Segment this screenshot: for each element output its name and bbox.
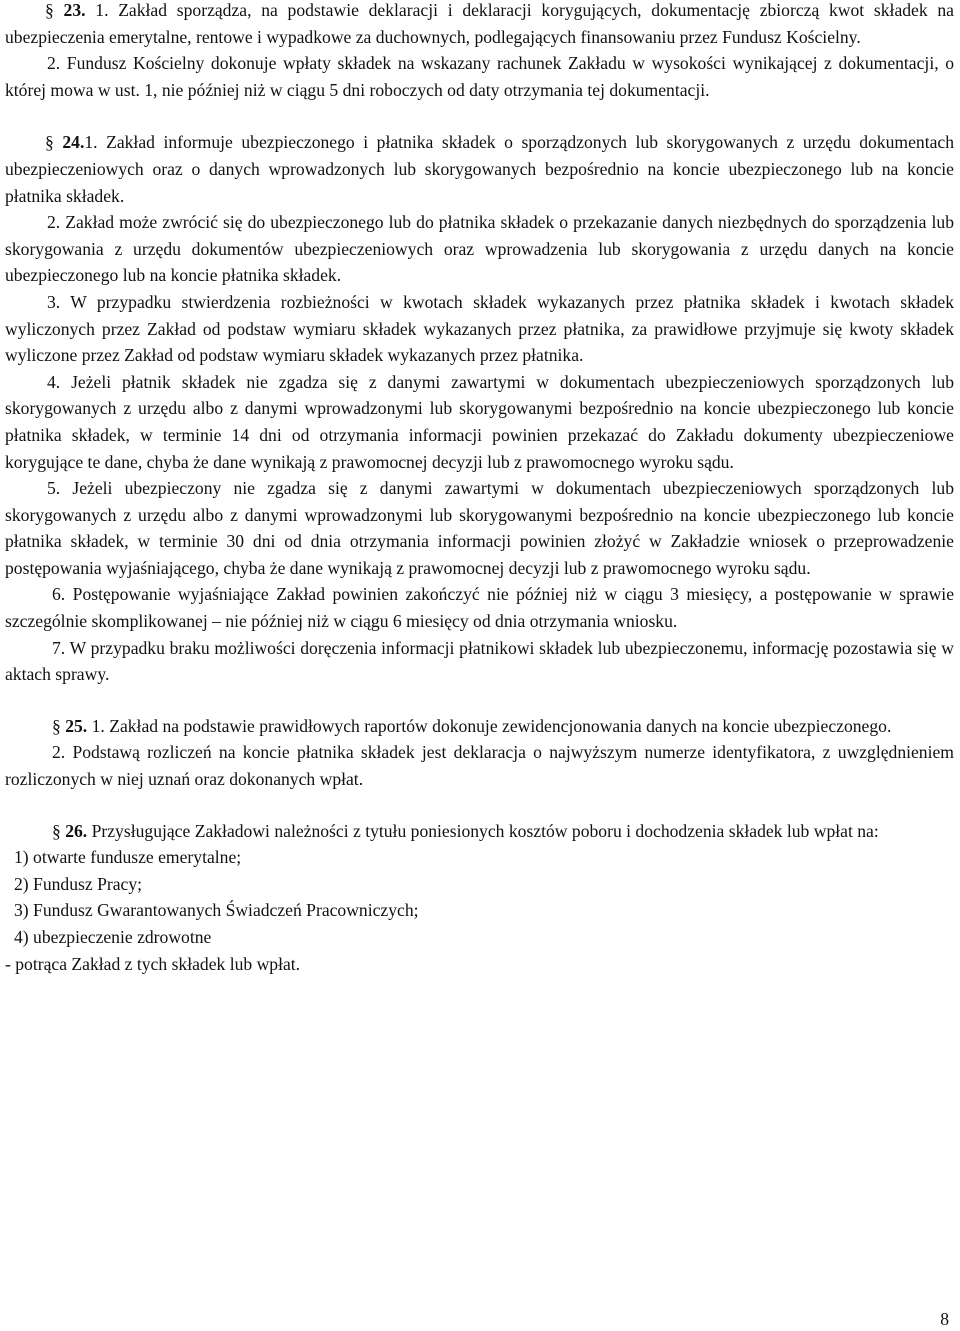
list-item: 3) Fundusz Gwarantowanych Świadczeń Pracowniczych; <box>14 900 419 921</box>
section-26 <box>5 818 954 978</box>
section-sign: § <box>45 132 54 153</box>
closing-line: - potrąca Zakład z tych składek lub wpłat. <box>5 953 301 974</box>
paragraph: 5. Jeżeli ubezpieczony nie zgadza się z danymi zawartymi w dokumentach ubezpieczeniowych sporządzonych lub skorygowanych z urzędu albo z danymi wprowadzonymi lub skorygowanymi bezpośrednio na koncie ubezpieczonego lub koncie płatnika składek, w terminie 30 dni od dnia otrzymania informacji powinien złożyć w Zakładzie wniosek o przeprowadzenie postępowania wyjaśniającego, chyba że dane wynikają z prawomocnej decyzji lub z prawomocnego wyroku sądu. <box>5 478 954 578</box>
paragraph: 4. Jeżeli płatnik składek nie zgadza się z danymi zawartymi w dokumentach ubezpieczeniowych sporządzonych lub skorygowanych z urzędu albo z danymi wprowadzonymi lub skorygowanymi bezpośrednio na koncie ubezpieczonego lub koncie płatnika składek, w terminie 14 dni od otrzymania informacji powinien przekazać do Zakładu dokumenty ubezpieczeniowe korygujące te dane, chyba że dane wynikają z prawomocnej decyzji lub z prawomocnego wyroku sądu. <box>5 371 954 472</box>
paragraph-text: 1. Zakład sporządza, na podstawie deklaracji i deklaracji korygujących, dokumentację zbiorczą kwot składek na ubezpieczenia emerytalne, rentowe i wypadkowe za duchownych, podlegających finansowaniu przez Fundusz Kościelny. <box>5 0 954 47</box>
list-item: 4) ubezpieczenie zdrowotne <box>14 927 212 947</box>
section-sign: § <box>52 820 61 841</box>
paragraph: 3. W przypadku stwierdzenia rozbieżności w kwotach składek wykazanych przez płatnika składek i kwotach składek wyliczonych przez Zakład od podstaw wymiaru składek wykazanych przez płatnika, za prawidłowe przyjmuje się kwoty składek wyliczone przez Zakład od podstaw wymiaru składek wykazanych przez płatnika. <box>5 291 954 366</box>
paragraph-text: Przysługujące Zakładowi należności z tytułu poniesionych kosztów poboru i dochodzenia składek lub wpłat na: <box>91 820 879 841</box>
paragraph: 7. W przypadku braku możliwości doręczenia informacji płatnikowi składek lub ubezpieczonemu, informację pozostawia się w aktach sprawy. <box>5 637 954 685</box>
paragraph: 2. Fundusz Kościelny dokonuje wpłaty składek na wskazany rachunek Zakładu w wysokości wynikającej z dokumentacji, o której mowa w ust. 1, nie później niż w ciągu 5 dni roboczych od daty otrzymania tej dokumentacji. <box>5 53 954 100</box>
paragraph <box>5 129 954 209</box>
list-item: 2) Fundusz Pracy; <box>14 873 143 894</box>
document-page <box>5 0 954 977</box>
section-sign: § <box>52 715 61 736</box>
paragraph <box>5 818 954 845</box>
section-number: 24. <box>62 132 85 153</box>
section-sign: § <box>45 0 54 20</box>
paragraph <box>5 713 954 740</box>
section-number: 23. <box>63 0 86 20</box>
paragraph: 6. Postępowanie wyjaśniające Zakład powinien zakończyć nie później niż w ciągu 3 miesięcy, a postępowanie w sprawie szczególnie skomplikowanej – nie później niż w ciągu 6 miesięcy od dnia otrzymania wniosku. <box>5 584 954 632</box>
section-23 <box>5 0 954 103</box>
section-gap <box>5 688 954 713</box>
section-number: 25. <box>65 715 88 736</box>
paragraph: 2. Podstawą rozliczeń na koncie płatnika składek jest deklaracja o najwyższym numerze identyfikatora, z uwzględnieniem rozliczonych w niej uznań oraz dokonanych wpłat. <box>5 742 954 790</box>
paragraph-text: 1. Zakład na podstawie prawidłowych raportów dokonuje zewidencjonowania danych na koncie ubezpieczonego. <box>91 715 892 736</box>
paragraph <box>5 0 954 50</box>
paragraph-text: 1. Zakład informuje ubezpieczonego i płatnika składek o sporządzonych lub skorygowanych z urzędu dokumentach ubezpieczeniowych oraz o danych wprowadzonych lub skorygowanych bezpośrednio na koncie ubezpieczonego lub na koncie płatnika składek. <box>5 132 954 206</box>
section-25 <box>5 713 954 793</box>
paragraph: 2. Zakład może zwrócić się do ubezpieczonego lub do płatnika składek o przekazanie danych niezbędnych do sporządzenia lub skorygowania z urzędu dokumentów ubezpieczeniowych oraz wprowadzenia lub skorygowania z urzędu danych na koncie ubezpieczonego lub na koncie płatnika składek. <box>5 212 954 286</box>
enumeration-list <box>5 844 954 950</box>
page-number: 8 <box>940 1309 949 1329</box>
section-24 <box>5 129 954 687</box>
section-gap <box>5 103 954 129</box>
section-gap <box>5 793 954 818</box>
section-number: 26. <box>65 820 88 841</box>
list-item: 1) otwarte fundusze emerytalne; <box>14 847 242 868</box>
